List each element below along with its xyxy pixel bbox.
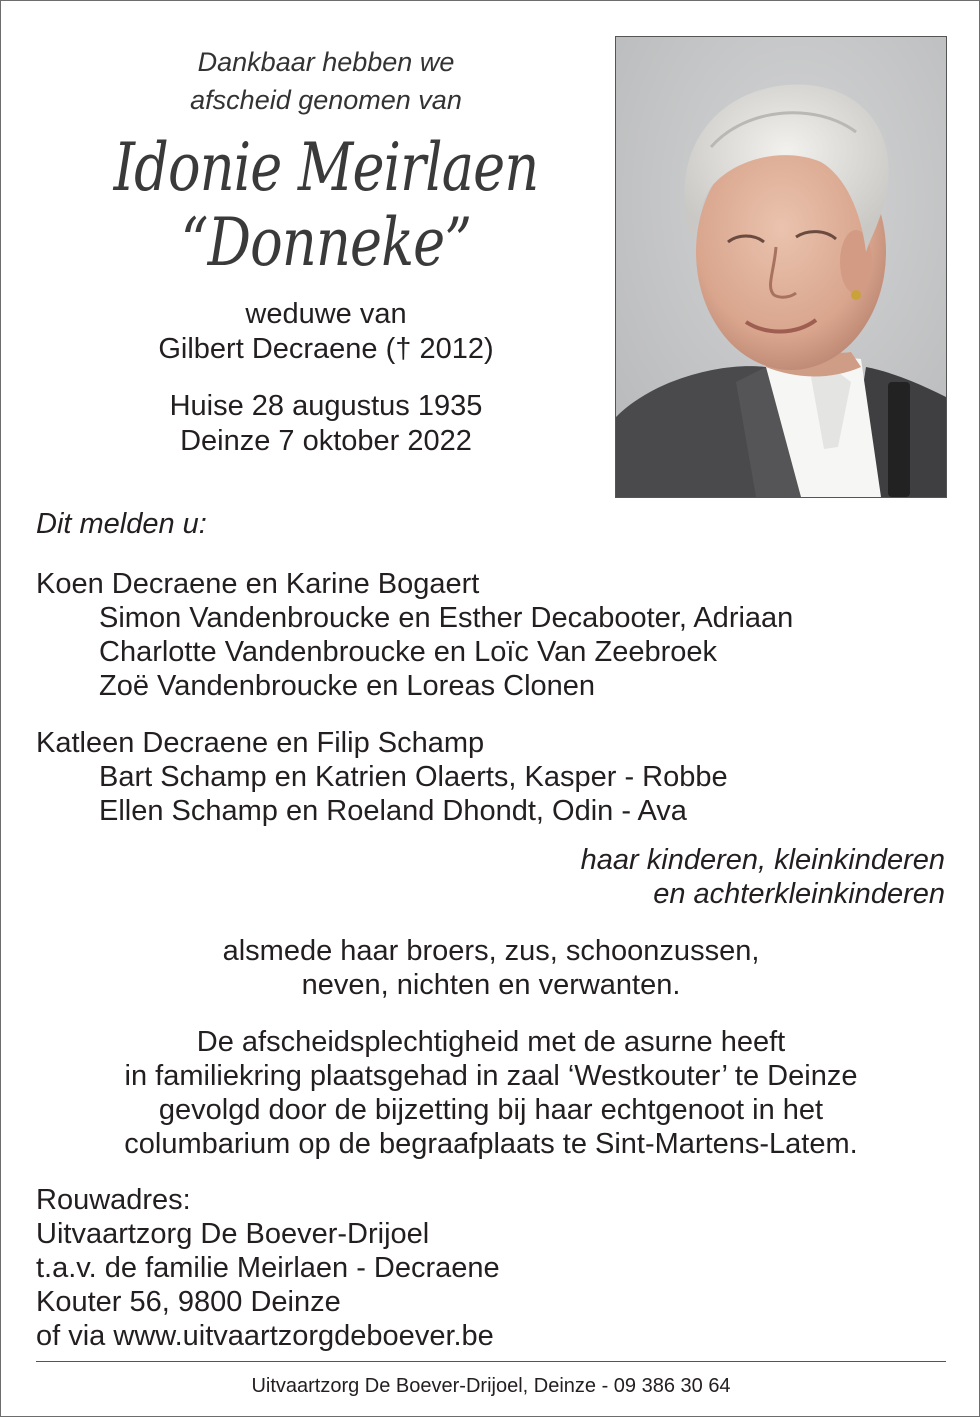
deceased-name: Idonie Meirlaen [113, 129, 539, 206]
relation-line-2: en achterkleinkinderen [653, 878, 945, 910]
announcement-label: Dit melden u: [36, 508, 207, 540]
intro-line-2: afscheid genomen van [190, 85, 462, 115]
deceased-nickname: “Donneke” [180, 204, 472, 281]
family-head: Koen Decraene en Karine Bogaert [36, 568, 480, 600]
family-member: Charlotte Vandenbroucke en Loïc Van Zeebroek [99, 636, 717, 668]
header-block [41, 43, 611, 459]
relatives-line-1: alsmede haar broers, zus, schoonzussen, [222, 935, 760, 967]
family-member: Zoë Vandenbroucke en Loreas Clonen [99, 670, 596, 702]
spouse-name: Gilbert Decraene († 2012) [158, 333, 494, 365]
address-line-1: Uitvaartzorg De Boever-Drijoel [36, 1218, 430, 1250]
intro-line-1: Dankbaar hebben we [197, 47, 455, 77]
ceremony-line-1: De afscheidsplechtigheid met de asurne heeft [196, 1026, 786, 1058]
footer-divider [36, 1361, 946, 1362]
ceremony-text [1, 1025, 980, 1161]
funeral-home-footer: Uitvaartzorg De Boever-Drijoel, Deinze - 09 386 30 64 [251, 1375, 731, 1397]
ceremony-line-4: columbarium op de begraafplaats te Sint-Martens-Latem. [124, 1128, 858, 1160]
family-head: Katleen Decraene en Filip Schamp [36, 727, 485, 759]
address-line-2: t.a.v. de familie Meirlaen - Decraene [36, 1252, 500, 1284]
address-label: Rouwadres: [36, 1184, 191, 1216]
ceremony-line-2: in familiekring plaatsgehad in zaal ‘Westkouter’ te Deinze [124, 1060, 858, 1092]
address-website: of via www.uitvaartzorgdeboever.be [36, 1320, 494, 1352]
family-group-1 [36, 567, 946, 703]
family-group-2 [36, 726, 946, 828]
family-member: Bart Schamp en Katrien Olaerts, Kasper - Robbe [99, 761, 728, 793]
family-member: Ellen Schamp en Roeland Dhondt, Odin - Ava [99, 795, 687, 827]
relatives-text [1, 934, 980, 1002]
birth-date: Huise 28 augustus 1935 [169, 390, 483, 422]
ceremony-line-3: gevolgd door de bijzetting bij haar echtgenoot in het [158, 1094, 824, 1126]
death-date: Deinze 7 oktober 2022 [180, 425, 472, 457]
mourning-address [36, 1183, 500, 1353]
portrait-photo [615, 36, 947, 498]
address-line-3: Kouter 56, 9800 Deinze [36, 1286, 341, 1318]
portrait-illustration [616, 37, 946, 497]
relatives-line-2: neven, nichten en verwanten. [301, 969, 681, 1001]
relation-label [581, 843, 945, 911]
family-member: Simon Vandenbroucke en Esther Decabooter, Adriaan [99, 602, 794, 634]
relation-line-1: haar kinderen, kleinkinderen [580, 844, 945, 876]
widow-of-label: weduwe van [245, 298, 407, 330]
